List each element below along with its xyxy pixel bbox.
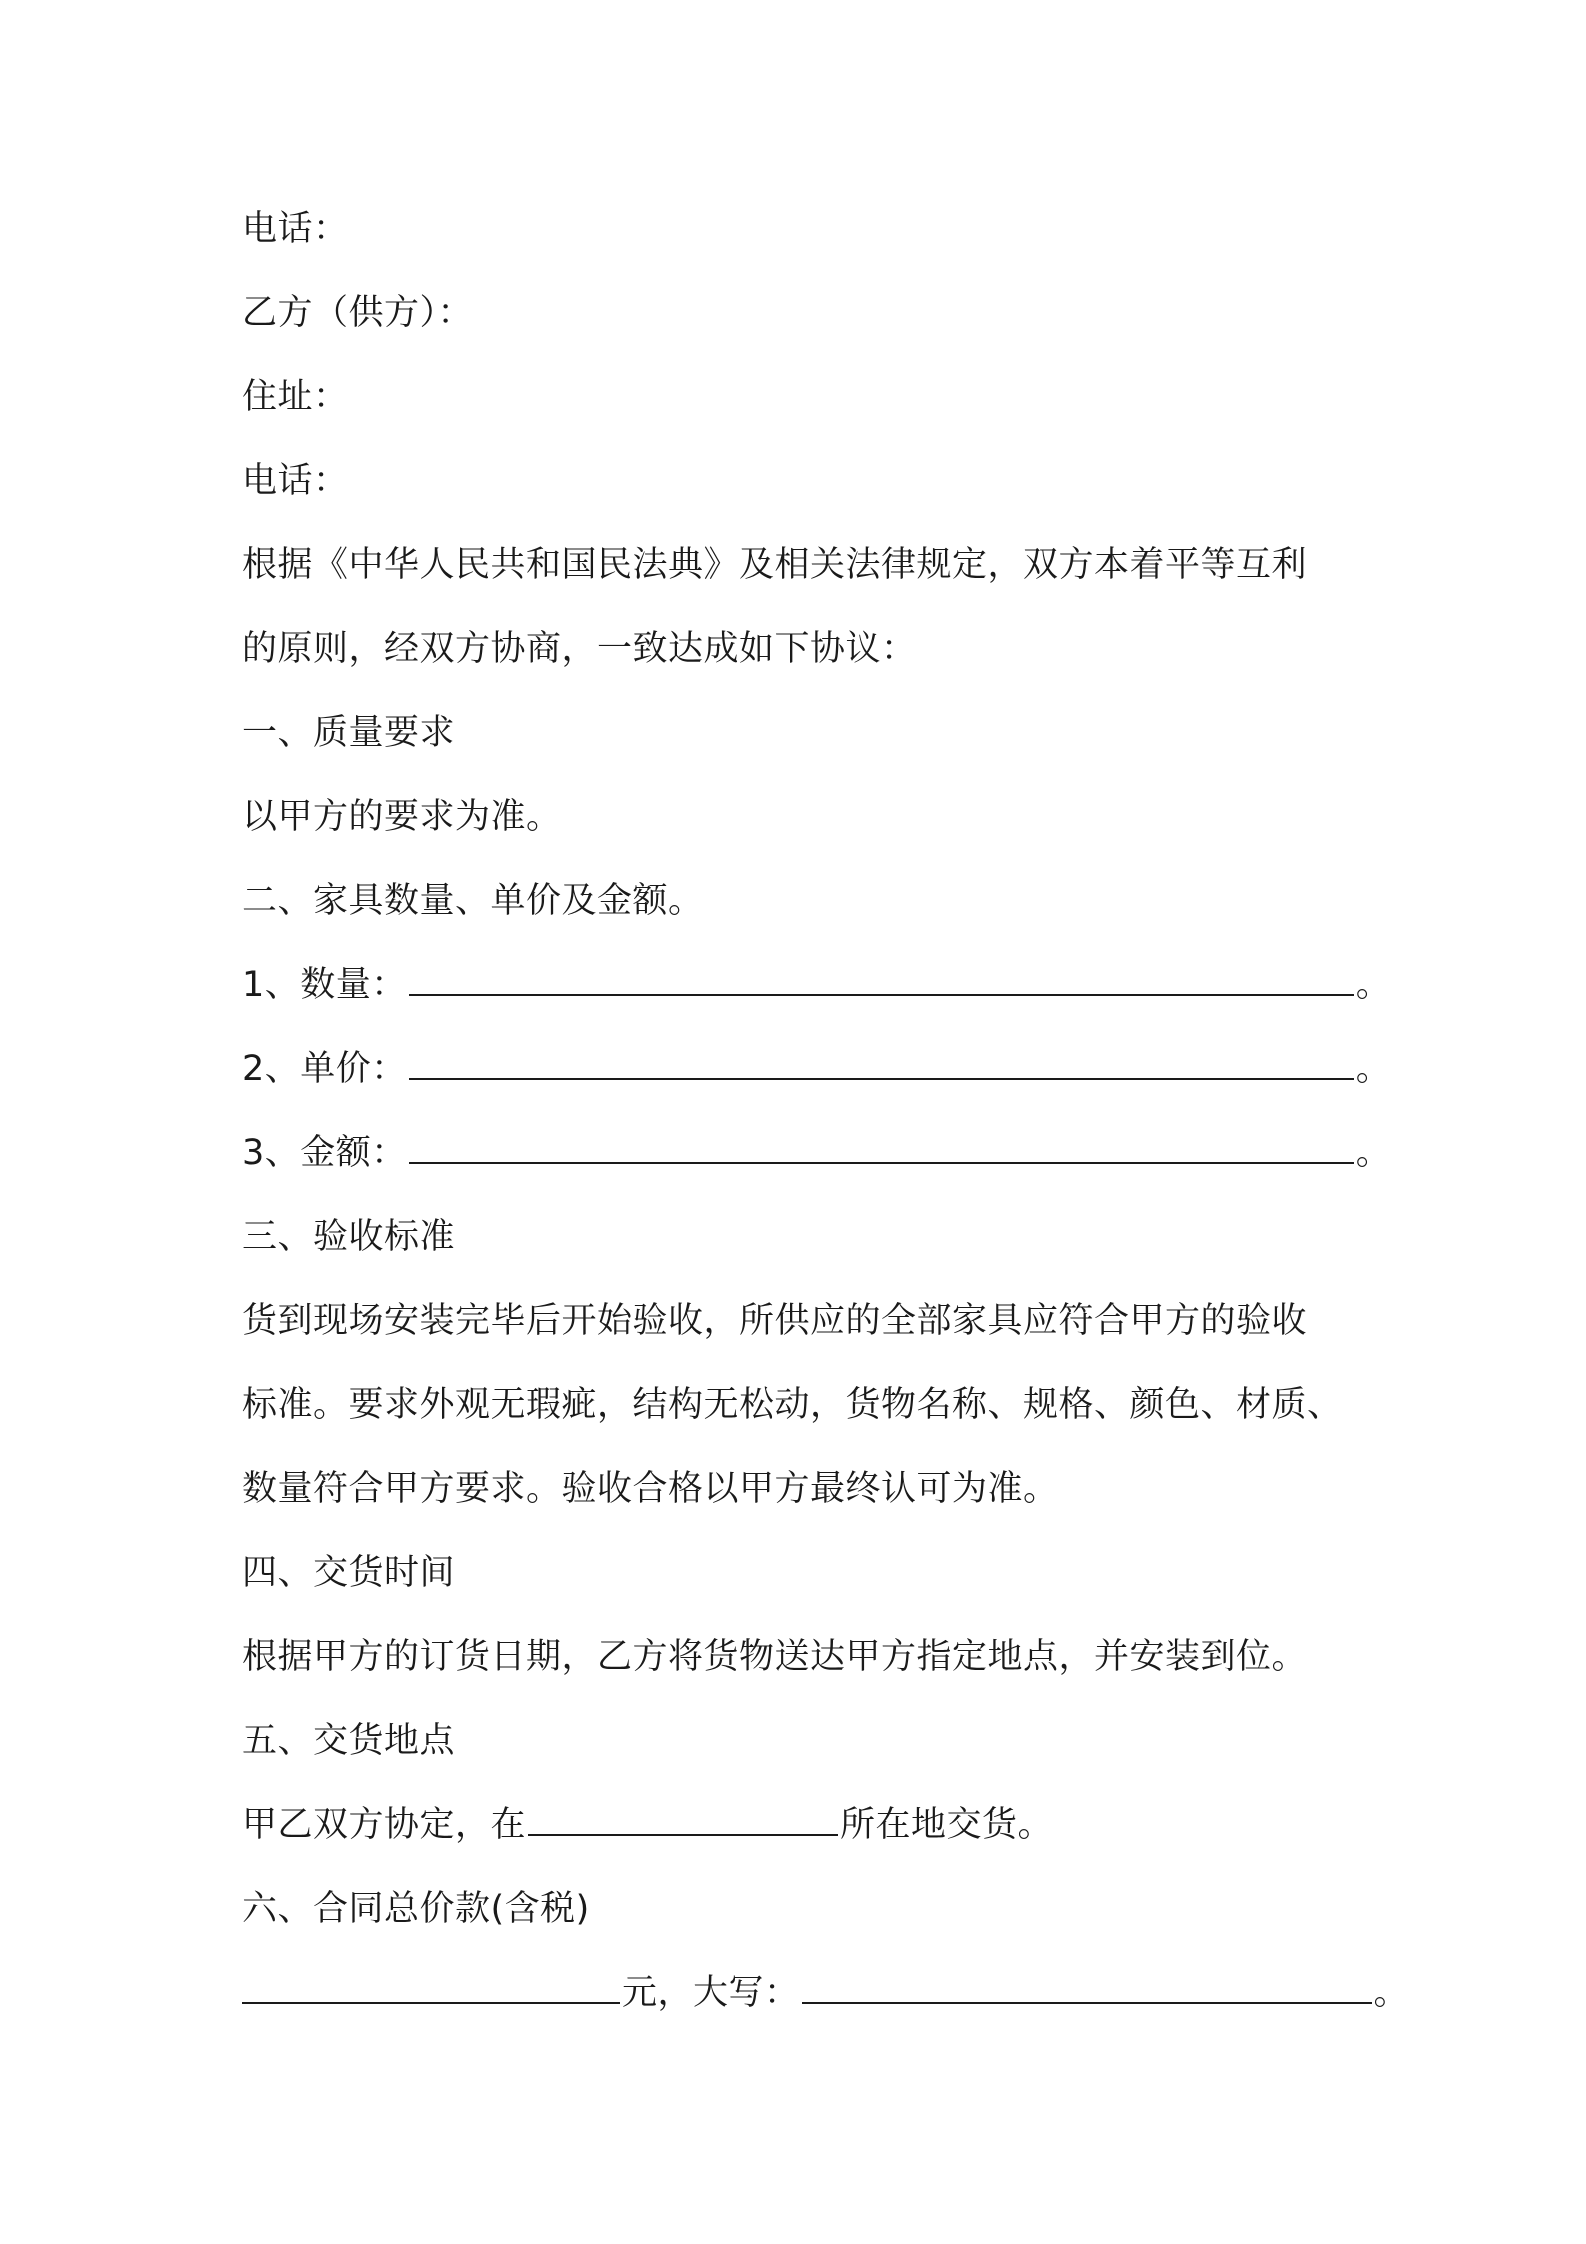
section-2-title: 二、家具数量、单价及金额。 <box>242 881 704 921</box>
section-6-title: 六、合同总价款(含税) <box>242 1889 590 1929</box>
section-4-body: 根据甲方的订货日期，乙方将货物送达甲方指定地点，并安装到位。 <box>242 1637 1308 1677</box>
quantity-period: 。 <box>1355 965 1392 1005</box>
section-5-body <box>242 1802 1053 1848</box>
address-b-label: 住址： <box>242 377 349 417</box>
total-amount-blank[interactable] <box>242 1972 620 2004</box>
quantity-label: 1、数量： <box>242 965 407 1005</box>
delivery-location-blank[interactable] <box>528 1804 838 1836</box>
party-b-label: 乙方（供方）： <box>242 293 474 333</box>
unit-price-row <box>242 1046 1391 1092</box>
unit-price-blank[interactable] <box>409 1048 1354 1080</box>
total-amount-mid: 元，大写： <box>622 1973 800 2013</box>
section-5-title: 五、交货地点 <box>242 1721 456 1761</box>
amount-period: 。 <box>1355 1133 1392 1173</box>
phone-a-label: 电话： <box>242 209 349 249</box>
quantity-blank[interactable] <box>409 964 1354 996</box>
section-1-title: 一、质量要求 <box>242 713 456 753</box>
preamble-line-2: 的原则，经双方协商，一致达成如下协议： <box>242 629 917 669</box>
total-amount-end: 。 <box>1373 1973 1410 2013</box>
section-3-body-3: 数量符合甲方要求。验收合格以甲方最终认可为准。 <box>242 1469 1059 1509</box>
amount-label: 3、金额： <box>242 1133 407 1173</box>
section-5-body-post: 所在地交货。 <box>840 1805 1054 1845</box>
unit-price-period: 。 <box>1355 1049 1392 1089</box>
section-3-body-2: 标准。要求外观无瑕疵，结构无松动，货物名称、规格、颜色、材质、 <box>242 1385 1343 1425</box>
quantity-row <box>242 962 1391 1008</box>
unit-price-label: 2、单价： <box>242 1049 407 1089</box>
section-1-body: 以甲方的要求为准。 <box>242 797 562 837</box>
total-amount-words-blank[interactable] <box>802 1972 1372 2004</box>
amount-row <box>242 1130 1391 1176</box>
preamble-line-1: 根据《中华人民共和国民法典》及相关法律规定，双方本着平等互利 <box>242 545 1308 585</box>
section-5-body-pre: 甲乙双方协定，在 <box>242 1805 527 1845</box>
section-6-body <box>242 1970 1409 2016</box>
phone-b-label: 电话： <box>242 461 349 501</box>
amount-blank[interactable] <box>409 1132 1354 1164</box>
section-3-title: 三、验收标准 <box>242 1217 456 1257</box>
section-4-title: 四、交货时间 <box>242 1553 456 1593</box>
section-3-body-1: 货到现场安装完毕后开始验收，所供应的全部家具应符合甲方的验收 <box>242 1301 1308 1341</box>
